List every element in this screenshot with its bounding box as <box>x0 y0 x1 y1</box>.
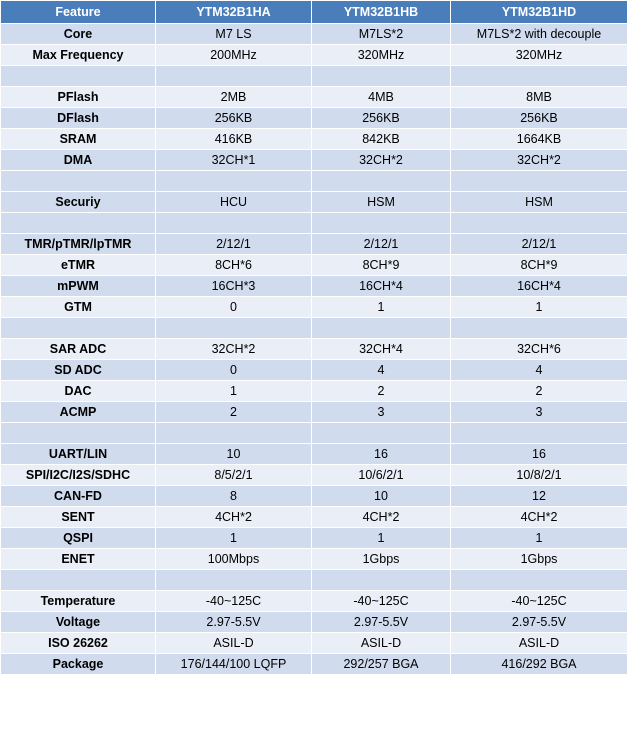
header-feature: Feature <box>1 1 156 24</box>
ytm32b1hb-cell: ASIL-D <box>312 633 451 654</box>
table-row <box>1 528 628 549</box>
ytm32b1ha-cell: 1 <box>156 528 312 549</box>
header-ytm32b1hd: YTM32B1HD <box>451 1 628 24</box>
ytm32b1ha-cell: 1 <box>156 381 312 402</box>
ytm32b1hb-cell <box>312 213 451 234</box>
ytm32b1hb-cell: 16CH*4 <box>312 276 451 297</box>
feature-cell: ISO 26262 <box>1 633 156 654</box>
ytm32b1hd-cell: 2/12/1 <box>451 234 628 255</box>
ytm32b1ha-cell: 8/5/2/1 <box>156 465 312 486</box>
table-row <box>1 24 628 45</box>
table-row <box>1 45 628 66</box>
table-row <box>1 612 628 633</box>
ytm32b1hd-cell: M7LS*2 with decouple <box>451 24 628 45</box>
ytm32b1ha-cell: 416KB <box>156 129 312 150</box>
feature-cell: Voltage <box>1 612 156 633</box>
feature-cell: SD ADC <box>1 360 156 381</box>
feature-cell: Temperature <box>1 591 156 612</box>
table-row <box>1 192 628 213</box>
ytm32b1hb-cell: 256KB <box>312 108 451 129</box>
ytm32b1hb-cell: 3 <box>312 402 451 423</box>
ytm32b1hb-cell: 4CH*2 <box>312 507 451 528</box>
ytm32b1hd-cell: 1664KB <box>451 129 628 150</box>
table-row <box>1 465 628 486</box>
ytm32b1hb-cell: 4MB <box>312 87 451 108</box>
feature-cell: ENET <box>1 549 156 570</box>
ytm32b1ha-cell <box>156 66 312 87</box>
feature-cell <box>1 318 156 339</box>
table-row <box>1 402 628 423</box>
header-ytm32b1ha: YTM32B1HA <box>156 1 312 24</box>
feature-cell: eTMR <box>1 255 156 276</box>
ytm32b1hd-cell: 3 <box>451 402 628 423</box>
header-row <box>1 1 628 24</box>
table-row <box>1 339 628 360</box>
ytm32b1hd-cell: 16CH*4 <box>451 276 628 297</box>
feature-cell <box>1 423 156 444</box>
header-ytm32b1hb: YTM32B1HB <box>312 1 451 24</box>
table-row <box>1 633 628 654</box>
table-row <box>1 360 628 381</box>
ytm32b1hd-cell: 2 <box>451 381 628 402</box>
table-row <box>1 507 628 528</box>
ytm32b1ha-cell: ASIL-D <box>156 633 312 654</box>
feature-cell: ACMP <box>1 402 156 423</box>
ytm32b1hd-cell: 32CH*6 <box>451 339 628 360</box>
ytm32b1hd-cell: 256KB <box>451 108 628 129</box>
ytm32b1hd-cell: 1 <box>451 528 628 549</box>
ytm32b1hb-cell: 10 <box>312 486 451 507</box>
table-row <box>1 381 628 402</box>
feature-cell: DMA <box>1 150 156 171</box>
ytm32b1ha-cell <box>156 570 312 591</box>
ytm32b1hb-cell: 292/257 BGA <box>312 654 451 675</box>
table-row <box>1 108 628 129</box>
ytm32b1hd-cell: 8MB <box>451 87 628 108</box>
ytm32b1ha-cell <box>156 171 312 192</box>
feature-cell: Package <box>1 654 156 675</box>
table-row <box>1 654 628 675</box>
ytm32b1hb-cell: 4 <box>312 360 451 381</box>
ytm32b1hb-cell <box>312 318 451 339</box>
ytm32b1hd-cell <box>451 213 628 234</box>
table-body <box>1 24 628 675</box>
ytm32b1hd-cell: ASIL-D <box>451 633 628 654</box>
feature-cell: SENT <box>1 507 156 528</box>
feature-cell: CAN-FD <box>1 486 156 507</box>
ytm32b1hb-cell: -40~125C <box>312 591 451 612</box>
separator-row <box>1 318 628 339</box>
separator-row <box>1 570 628 591</box>
table-row <box>1 486 628 507</box>
ytm32b1hb-cell: HSM <box>312 192 451 213</box>
ytm32b1hd-cell <box>451 423 628 444</box>
table-row <box>1 255 628 276</box>
ytm32b1ha-cell: 0 <box>156 360 312 381</box>
ytm32b1ha-cell: HCU <box>156 192 312 213</box>
ytm32b1hb-cell: M7LS*2 <box>312 24 451 45</box>
ytm32b1ha-cell: 2/12/1 <box>156 234 312 255</box>
ytm32b1ha-cell: 32CH*1 <box>156 150 312 171</box>
feature-cell <box>1 66 156 87</box>
feature-cell: GTM <box>1 297 156 318</box>
ytm32b1ha-cell: 16CH*3 <box>156 276 312 297</box>
ytm32b1hb-cell: 8CH*9 <box>312 255 451 276</box>
ytm32b1hd-cell <box>451 318 628 339</box>
table-row <box>1 591 628 612</box>
ytm32b1hd-cell <box>451 570 628 591</box>
ytm32b1ha-cell: 0 <box>156 297 312 318</box>
feature-cell: Core <box>1 24 156 45</box>
feature-cell <box>1 570 156 591</box>
ytm32b1hd-cell: 16 <box>451 444 628 465</box>
separator-row <box>1 213 628 234</box>
ytm32b1hd-cell: -40~125C <box>451 591 628 612</box>
ytm32b1hd-cell: 1Gbps <box>451 549 628 570</box>
ytm32b1hb-cell: 2.97-5.5V <box>312 612 451 633</box>
table-row <box>1 444 628 465</box>
ytm32b1hb-cell: 32CH*2 <box>312 150 451 171</box>
ytm32b1hd-cell: 32CH*2 <box>451 150 628 171</box>
ytm32b1hb-cell: 16 <box>312 444 451 465</box>
ytm32b1hb-cell: 10/6/2/1 <box>312 465 451 486</box>
ytm32b1ha-cell: 2.97-5.5V <box>156 612 312 633</box>
ytm32b1hd-cell: HSM <box>451 192 628 213</box>
ytm32b1hd-cell <box>451 66 628 87</box>
ytm32b1ha-cell: 256KB <box>156 108 312 129</box>
feature-cell: SRAM <box>1 129 156 150</box>
feature-cell: mPWM <box>1 276 156 297</box>
table-row <box>1 276 628 297</box>
ytm32b1ha-cell: 2 <box>156 402 312 423</box>
feature-cell: DAC <box>1 381 156 402</box>
separator-row <box>1 171 628 192</box>
ytm32b1hb-cell: 1Gbps <box>312 549 451 570</box>
table-row <box>1 129 628 150</box>
ytm32b1hb-cell <box>312 570 451 591</box>
ytm32b1ha-cell: 100Mbps <box>156 549 312 570</box>
ytm32b1ha-cell: 10 <box>156 444 312 465</box>
feature-cell: Max Frequency <box>1 45 156 66</box>
ytm32b1ha-cell: 4CH*2 <box>156 507 312 528</box>
ytm32b1hb-cell: 32CH*4 <box>312 339 451 360</box>
table-row <box>1 87 628 108</box>
feature-cell: PFlash <box>1 87 156 108</box>
feature-cell: DFlash <box>1 108 156 129</box>
ytm32b1ha-cell <box>156 423 312 444</box>
feature-cell: Securiy <box>1 192 156 213</box>
separator-row <box>1 423 628 444</box>
ytm32b1hd-cell: 12 <box>451 486 628 507</box>
ytm32b1ha-cell: 176/144/100 LQFP <box>156 654 312 675</box>
table-row <box>1 297 628 318</box>
feature-cell <box>1 171 156 192</box>
ytm32b1hb-cell <box>312 66 451 87</box>
ytm32b1ha-cell: 8 <box>156 486 312 507</box>
ytm32b1ha-cell: 2MB <box>156 87 312 108</box>
ytm32b1hb-cell: 1 <box>312 297 451 318</box>
table-row <box>1 549 628 570</box>
ytm32b1hd-cell: 4CH*2 <box>451 507 628 528</box>
ytm32b1ha-cell <box>156 318 312 339</box>
ytm32b1hb-cell: 2 <box>312 381 451 402</box>
feature-cell <box>1 213 156 234</box>
ytm32b1ha-cell: 200MHz <box>156 45 312 66</box>
feature-cell: UART/LIN <box>1 444 156 465</box>
ytm32b1hb-cell <box>312 171 451 192</box>
ytm32b1hb-cell: 1 <box>312 528 451 549</box>
ytm32b1ha-cell: 8CH*6 <box>156 255 312 276</box>
ytm32b1hb-cell: 2/12/1 <box>312 234 451 255</box>
ytm32b1hb-cell: 842KB <box>312 129 451 150</box>
ytm32b1hd-cell: 8CH*9 <box>451 255 628 276</box>
ytm32b1hd-cell: 320MHz <box>451 45 628 66</box>
ytm32b1hb-cell: 320MHz <box>312 45 451 66</box>
feature-cell: SPI/I2C/I2S/SDHC <box>1 465 156 486</box>
ytm32b1hb-cell <box>312 423 451 444</box>
ytm32b1hd-cell: 10/8/2/1 <box>451 465 628 486</box>
ytm32b1ha-cell: -40~125C <box>156 591 312 612</box>
feature-cell: QSPI <box>1 528 156 549</box>
ytm32b1ha-cell: 32CH*2 <box>156 339 312 360</box>
feature-cell: SAR ADC <box>1 339 156 360</box>
table-row <box>1 150 628 171</box>
ytm32b1hd-cell: 416/292 BGA <box>451 654 628 675</box>
feature-cell: TMR/pTMR/lpTMR <box>1 234 156 255</box>
ytm32b1hd-cell: 2.97-5.5V <box>451 612 628 633</box>
ytm32b1hd-cell <box>451 171 628 192</box>
ytm32b1hd-cell: 4 <box>451 360 628 381</box>
separator-row <box>1 66 628 87</box>
table-row <box>1 234 628 255</box>
ytm32b1ha-cell <box>156 213 312 234</box>
ytm32b1hd-cell: 1 <box>451 297 628 318</box>
ytm32b1ha-cell: M7 LS <box>156 24 312 45</box>
